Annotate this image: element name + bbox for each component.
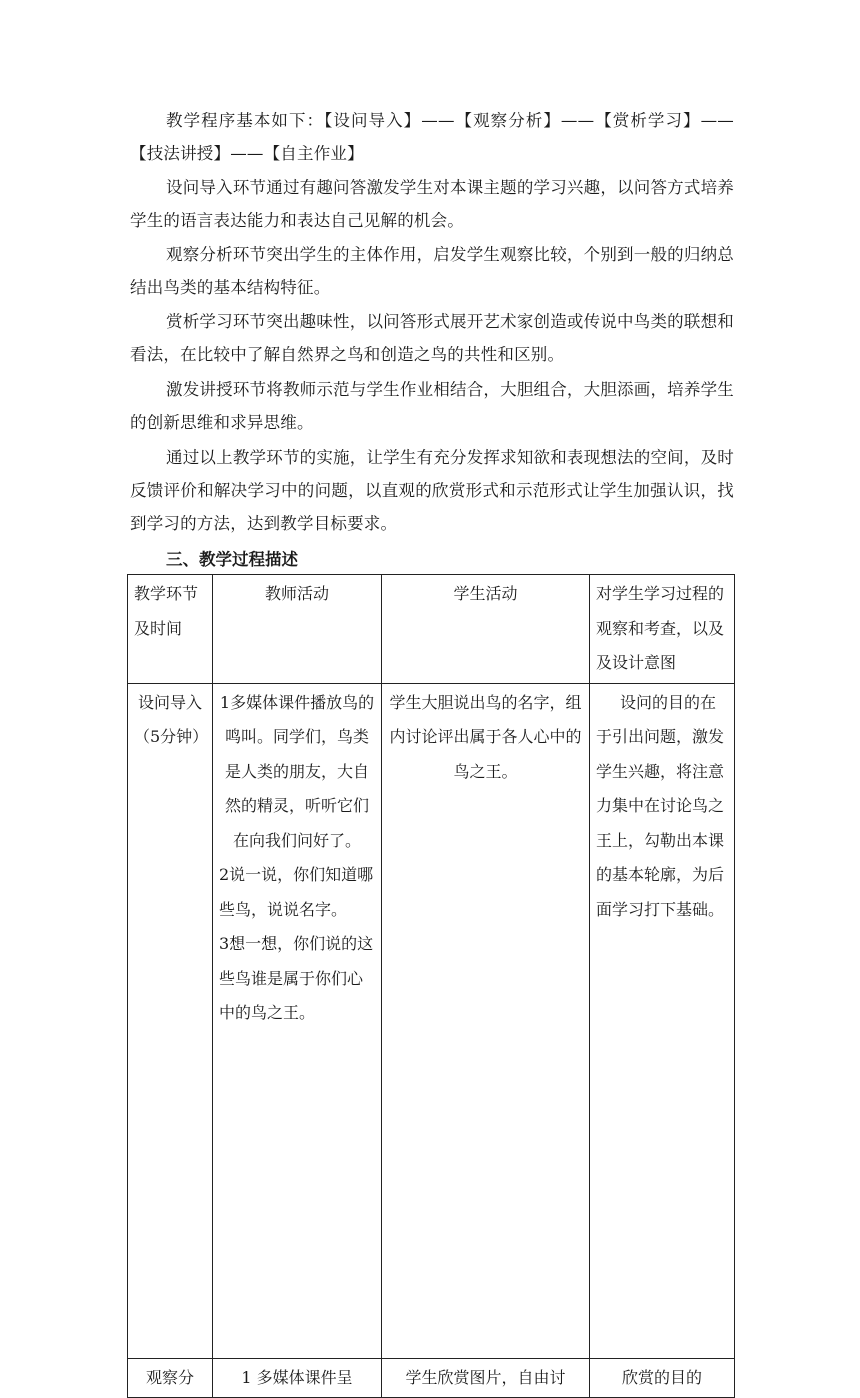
- teacher-step: 1 多媒体课件呈: [241, 1367, 353, 1387]
- cell-student: 学生欣赏图片，自由讨: [382, 1358, 590, 1398]
- header-stage: 教学环节及时间: [128, 575, 213, 684]
- teacher-step: 2说一说，你们知道哪些鸟，说说名字。: [219, 865, 374, 919]
- paragraph-summary: 通过以上教学环节的实施，让学生有充分发挥求知欲和表现想法的空间，及时反馈评价和解决学习中的问题，以直观的欣赏形式和示范形式让学生加强认识，找到学习的方法，达到教学目标要求。: [130, 448, 734, 533]
- paragraph-procedure: 教学程序基本如下：【设问导入】——【观察分析】——【赏析学习】——【技法讲授】——【自主作业】: [130, 111, 734, 163]
- table-row: [128, 1358, 735, 1398]
- cell-teacher: [213, 683, 382, 1358]
- table-row: [128, 683, 735, 1358]
- paragraph-technique: 激发讲授环节将教师示范与学生作业相结合，大胆组合，大胆添画，培养学生的创新思维和求异思维。: [130, 380, 734, 432]
- paragraph-appreciate: 赏析学习环节突出趣味性，以问答形式展开艺术家创造或传说中鸟类的联想和看法，在比较中了解自然界之鸟和创造之鸟的共性和区别。: [130, 312, 734, 364]
- section-heading: 三、教学过程描述: [166, 550, 298, 569]
- cell-stage: [128, 1358, 213, 1398]
- header-intent: 对学生学习过程的观察和考查，以及及设计意图: [590, 575, 735, 684]
- teacher-step: 3想一想，你们说的这些鸟谁是属于你们心中的鸟之王。: [219, 934, 374, 1022]
- paragraph-intro: 设问导入环节通过有趣问答激发学生对本课主题的学习兴趣，以问答方式培养学生的语言表达能力和表达自己见解的机会。: [130, 178, 734, 230]
- teacher-step: 1多媒体课件播放鸟的鸣叫。同学们，鸟类是人类的朋友，大自然的精灵，听听它们在向我们问好了。: [219, 692, 375, 850]
- stage-time: （5分钟）: [134, 727, 209, 746]
- stage-name: 设问导入: [137, 692, 202, 712]
- header-student: 学生活动: [382, 575, 590, 684]
- table-header-row: [128, 575, 735, 684]
- cell-stage: [128, 683, 213, 1358]
- header-teacher: 教师活动: [213, 575, 382, 684]
- cell-intent: 欣赏的目的: [590, 1358, 735, 1398]
- paragraph-observe: 观察分析环节突出学生的主体作用，启发学生观察比较，个别到一般的归纳总结出鸟类的基本结构特征。: [130, 245, 734, 297]
- cell-student: 学生大胆说出鸟的名字，组内讨论评出属于各人心中的鸟之王。: [382, 683, 590, 1358]
- stage-name: 观察分: [145, 1367, 194, 1387]
- cell-intent: 设问的目的在于引出问题，激发学生兴趣，将注意力集中在讨论鸟之王上，勾勒出本课的基本轮廓，为后面学习打下基础。: [590, 683, 735, 1358]
- cell-teacher: [213, 1358, 382, 1398]
- teaching-process-table: [127, 574, 735, 1398]
